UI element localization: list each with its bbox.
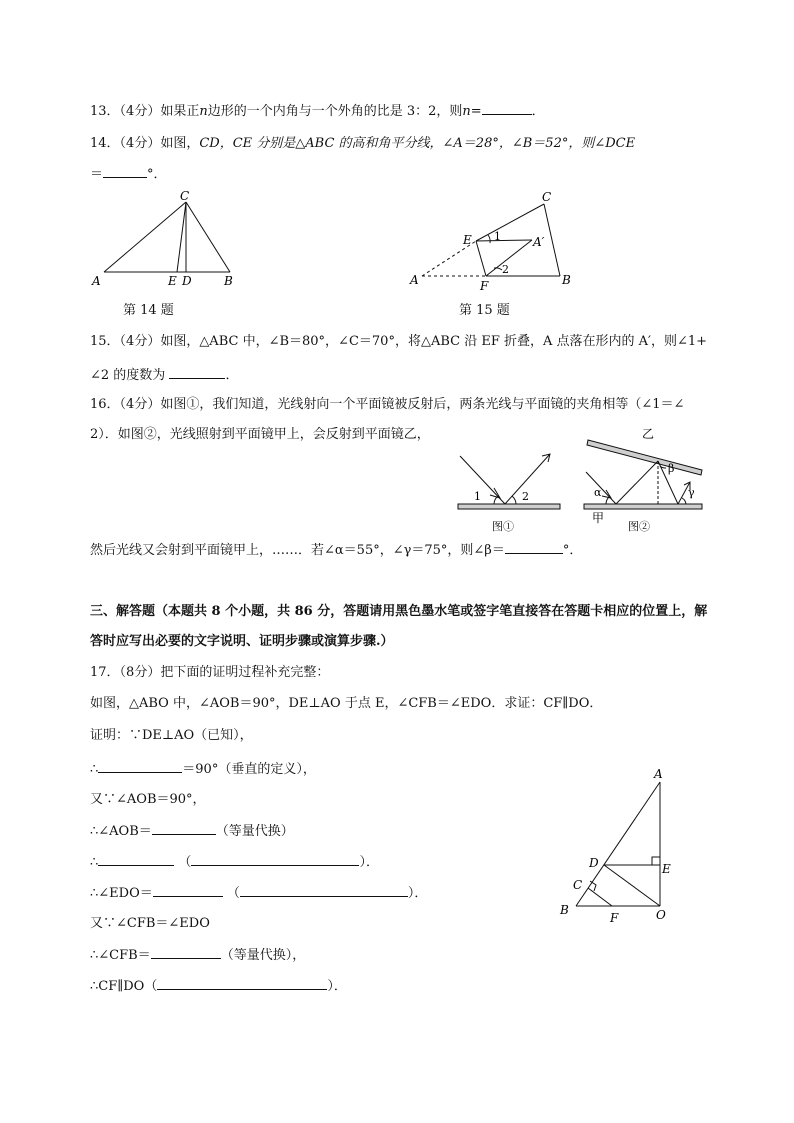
- q15-line1: 15．（4分）如图，△ABC 中，∠B＝80°，∠C＝70°，将△ABC 沿 EF 折叠，A 点落在形内的 A′，则∠1+: [90, 334, 708, 349]
- figure-16-2: [576, 428, 708, 538]
- q16-line1: 16．（4分）如图①，我们知道，光线射向一个平面镜被反射后，两条光线与平面镜的夹角相等（∠1＝∠: [90, 397, 685, 412]
- fig14-label-e: E: [168, 274, 177, 288]
- q17-given: 如图，△ABO 中，∠AOB＝90°，DE⊥AO 于点 E，∠CFB＝∠EDO．求证：CF∥DO．: [90, 696, 603, 711]
- q17-step1: ∴ ＝90°（垂直的定义），: [90, 762, 316, 777]
- fig17-label-d: D: [589, 856, 599, 870]
- fig16b-label-gamma: γ: [688, 486, 695, 499]
- fig16a-caption: 图①: [492, 520, 514, 533]
- q15-line2: ∠2 的度数为 ．: [90, 368, 239, 383]
- q15-answer-blank[interactable]: [169, 366, 225, 379]
- q16-line2: 2）．如图②，光线照射到平面镜甲上，会反射到平面镜乙，: [90, 427, 430, 442]
- q13-answer-blank[interactable]: [482, 102, 532, 115]
- fig17-label-e: E: [662, 862, 671, 876]
- fig16b-label-yi: 乙: [642, 428, 655, 441]
- q17-step5: ∴∠EDO＝ （ ）．: [90, 886, 428, 901]
- q17-blank-6[interactable]: [240, 884, 408, 897]
- fig16b-label-beta: β: [668, 462, 675, 475]
- q17-proof-intro: 证明：∵DE⊥AO（已知），: [90, 728, 253, 743]
- fig17-label-a: A: [654, 767, 663, 781]
- fig16a-label-angle1: 1: [474, 490, 481, 503]
- figure-14: [90, 190, 250, 290]
- fig17-label-f: F: [610, 911, 619, 925]
- q14-line2: ＝ °．: [90, 167, 167, 182]
- fig15-label-e: E: [463, 233, 472, 247]
- q17-step8: ∴CF∥DO（ ）．: [90, 979, 347, 994]
- q17-blank-5[interactable]: [153, 884, 223, 897]
- fig17-label-b: B: [560, 903, 569, 917]
- fig15-caption: 第 15 题: [459, 303, 510, 318]
- q17-blank-4[interactable]: [191, 853, 359, 866]
- fig14-label-a: A: [92, 274, 101, 288]
- q17-step4: ∴ （ ）．: [90, 855, 379, 870]
- fig15-label-a-prime: A′: [533, 235, 545, 249]
- q17-step6: 又∵∠CFB＝∠EDO: [90, 916, 210, 931]
- q13-line: 13．（4分）如果正n边形的一个内角与一个外角的比是 3：2，则n= ．: [90, 104, 545, 119]
- q17-step7: ∴∠CFB＝ （等量代换），: [90, 948, 306, 963]
- fig16a-label-angle2: 2: [522, 490, 529, 503]
- q17-step3: ∴∠AOB＝ （等量代换）: [90, 824, 294, 839]
- fig17-label-o: O: [656, 908, 666, 922]
- fig17-label-c: C: [573, 878, 583, 892]
- q16-answer-blank[interactable]: [505, 541, 563, 554]
- q17-blank-3[interactable]: [98, 853, 174, 866]
- fig16b-label-alpha: α: [594, 486, 602, 499]
- q16-line3: 然后光线又会射到平面镜甲上，……．若∠α＝55°，∠γ＝75°，则∠β＝ °．: [90, 543, 583, 558]
- q14-answer-blank[interactable]: [103, 165, 147, 178]
- q17-blank-2[interactable]: [152, 822, 216, 835]
- q17-blank-1[interactable]: [98, 760, 182, 773]
- q17-blank-7[interactable]: [151, 946, 221, 959]
- fig16b-label-jia: 甲: [592, 511, 605, 525]
- figure-17: [556, 764, 686, 930]
- fig14-label-b: B: [224, 274, 233, 288]
- fig15-label-b: B: [562, 273, 571, 287]
- fig15-label-c: C: [542, 190, 552, 204]
- figure-15: [408, 188, 578, 292]
- fig14-caption: 第 14 题: [123, 303, 174, 318]
- fig14-label-d: D: [182, 274, 192, 288]
- fig14-label-c: C: [180, 190, 190, 203]
- figure-16-1: [450, 446, 570, 538]
- fig15-label-f: F: [480, 279, 489, 292]
- fig16b-caption: 图②: [628, 520, 650, 533]
- section3-heading-line2: 答时应写出必要的文字说明、证明步骤或演算步骤.）: [90, 634, 394, 649]
- fig15-label-a: A: [410, 273, 419, 287]
- q14-line1: 14．（4分）如图，CD，CE 分别是△ABC 的高和角平分线，∠A＝28°，∠B＝52°，则∠DCE: [90, 136, 636, 151]
- section3-heading-line1: 三、解答题（本题共 8 个小题，共 86 分，答题请用黑色墨水笔或签字笔直接答在答题卡相应的位置上，解: [90, 604, 708, 619]
- fig15-label-angle1: 1: [494, 230, 501, 243]
- fig15-label-angle2: 2: [502, 263, 509, 276]
- q17-title: 17．（8分）把下面的证明过程补充完整：: [90, 665, 330, 680]
- q17-blank-8[interactable]: [157, 977, 327, 990]
- q17-step2: 又∵∠AOB＝90°，: [90, 792, 206, 807]
